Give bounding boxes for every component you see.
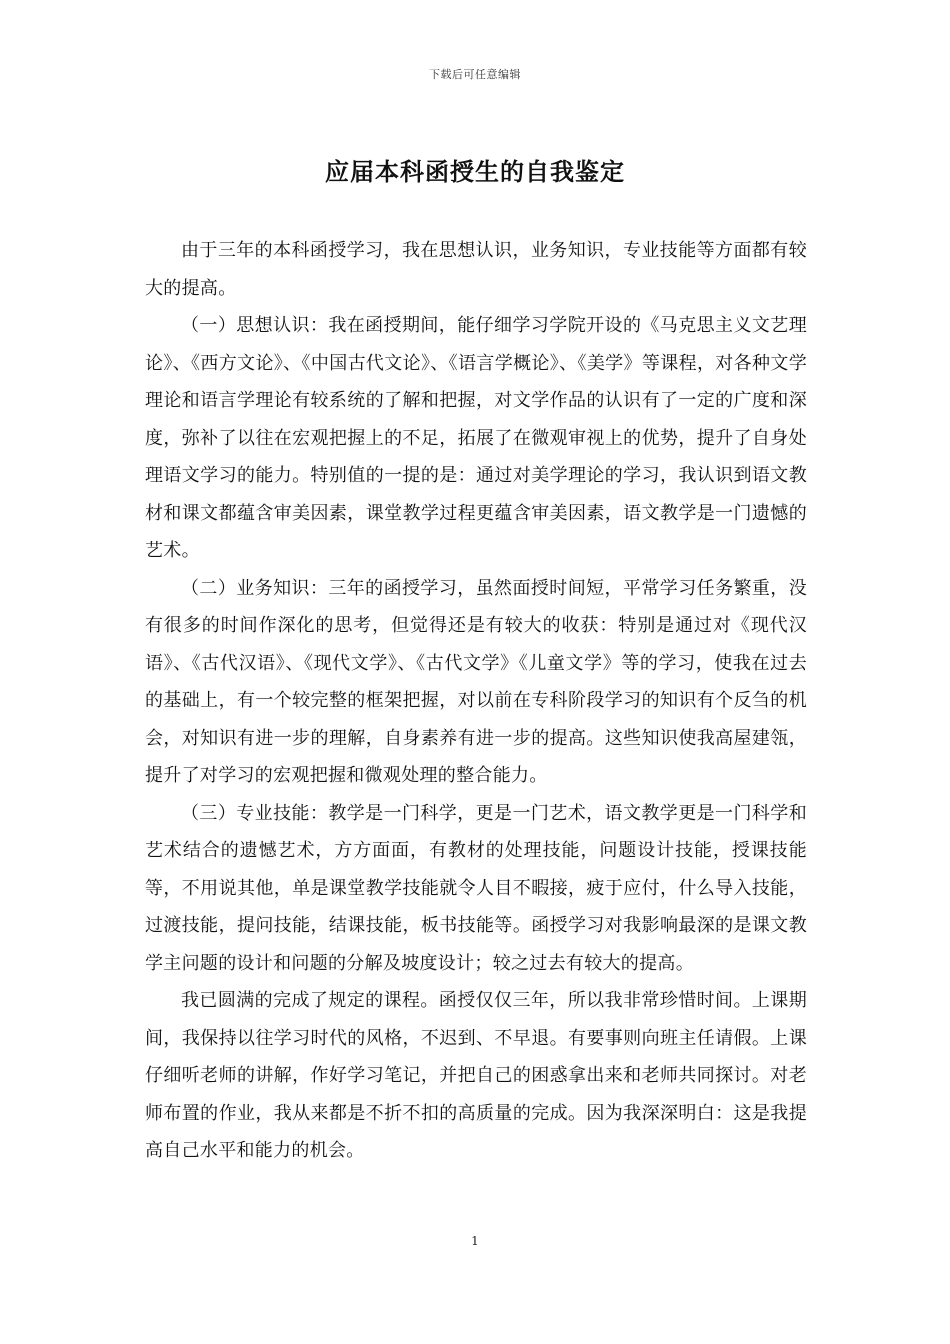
paragraph-knowledge: （二）业务知识：三年的函授学习，虽然面授时间短，平常学习任务繁重，没有很多的时间作深化的思考，但觉得还是有较大的收获：特别是通过对《现代汉语》、《古代汉语》、《现代文学》、《古代文学》《儿童文学》等的学习，使我在过去的基础上，有一个较完整的框架把握，对以前在专科阶段学习的知识有个反刍的机会，对知识有进一步的理解，自身素养有进一步的提高。这些知识使我高屋建瓴，提升了对学习的宏观把握和微观处理的整合能力。 [145, 577, 807, 786]
header-note: 下载后可任意编辑 [429, 68, 521, 81]
page-number: 1 [471, 1234, 479, 1248]
document-title: 应届本科函授生的自我鉴定 [325, 157, 625, 186]
paragraph-intro: 由于三年的本科函授学习，我在思想认识，业务知识，专业技能等方面都有较大的提高。 [145, 240, 807, 299]
paragraph-thought: （一）思想认识：我在函授期间，能仔细学习学院开设的《马克思主义文艺理论》、《西方文论》、《中国古代文论》、《语言学概论》、《美学》等课程，对各种文学理论和语言学理论有较系统的了解和把握，对文学作品的认识有了一定的广度和深度，弥补了以往在宏观把握上的不足，拓展了在微观审视上的优势，提升了自身处理语文学习的能力。特别值的一提的是：通过对美学理论的学习，我认识到语文教材和课文都蕴含审美因素，课堂教学过程更蕴含审美因素，语文教学是一门遗憾的艺术。 [145, 315, 807, 561]
paragraph-attitude: 我已圆满的完成了规定的课程。函授仅仅三年，所以我非常珍惜时间。上课期间，我保持以往学习时代的风格，不迟到、不早退。有要事则向班主任请假。上课仔细听老师的讲解，作好学习笔记，并把自己的困惑拿出来和老师共同探讨。对老师布置的作业，我从来都是不折不扣的高质量的完成。因为我深深明白：这是我提高自己水平和能力的机会。 [145, 990, 807, 1161]
paragraph-skills: （三）专业技能：教学是一门科学，更是一门艺术，语文教学更是一门科学和艺术结合的遗憾艺术，方方面面，有教材的处理技能，问题设计技能，授课技能等，不用说其他，单是课堂教学技能就令人目不暇接，疲于应付，什么导入技能，过渡技能，提问技能，结课技能，板书技能等。函授学习对我影响最深的是课文教学主问题的设计和问题的分解及坡度设计；较之过去有较大的提高。 [145, 802, 807, 974]
document-body [145, 232, 807, 1170]
